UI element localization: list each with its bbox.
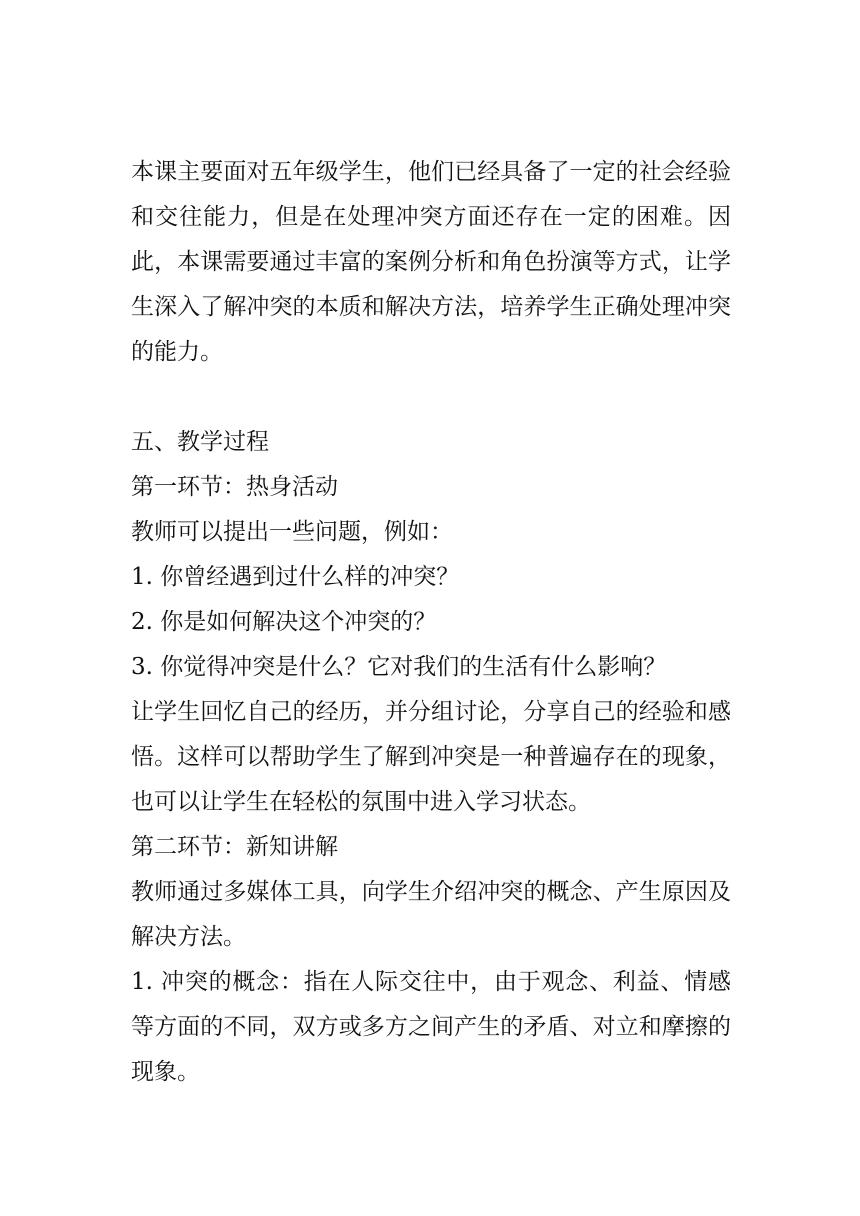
step2-point1: 1. 冲突的概念：指在人际交往中，由于观念、利益、情感等方面的不同，双方或多方之间产生的矛盾、对立和摩擦的现象。 [131, 969, 731, 1085]
document-body [131, 150, 731, 1095]
step1-lead: 教师可以提出一些问题，例如： [131, 519, 453, 545]
step2-heading: 第二环节：新知讲解 [131, 834, 338, 860]
intro-paragraph: 本课主要面对五年级学生，他们已经具备了一定的社会经验和交往能力，但是在处理冲突方面还存在一定的困难。因此，本课需要通过丰富的案例分析和角色扮演等方式，让学生深入了解冲突的本质和解决方法，培养学生正确处理冲突的能力。 [131, 159, 731, 365]
question-item: 3. 你觉得冲突是什么？它对我们的生活有什么影响？ [131, 654, 667, 680]
step1-heading: 第一环节：热身活动 [131, 474, 338, 500]
section-heading: 五、教学过程 [131, 429, 269, 455]
step1-summary: 让学生回忆自己的经历，并分组讨论，分享自己的经验和感悟。这样可以帮助学生了解到冲突是一种普遍存在的现象，也可以让学生在轻松的氛围中进入学习状态。 [131, 699, 731, 815]
question-item: 2. 你是如何解决这个冲突的？ [131, 609, 437, 635]
step2-lead: 教师通过多媒体工具，向学生介绍冲突的概念、产生原因及解决方法。 [131, 879, 731, 950]
paragraph-gap [131, 375, 731, 420]
question-item: 1. 你曾经遇到过什么样的冲突？ [131, 564, 460, 590]
